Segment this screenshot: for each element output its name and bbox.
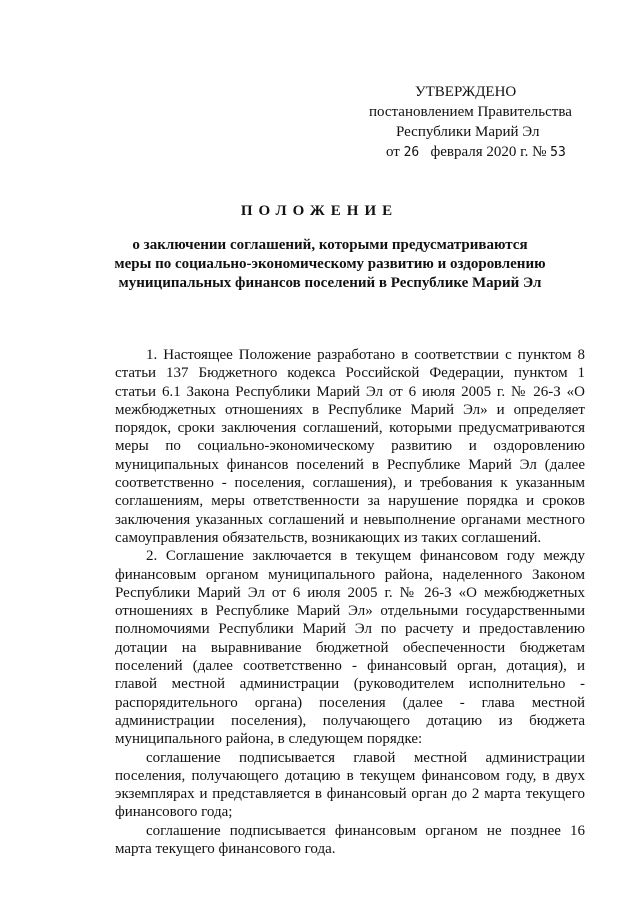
- document-subtitle: [100, 236, 560, 293]
- approval-heading: УТВЕРЖДЕНО: [415, 84, 517, 100]
- paragraph-signing-settlement: соглашение подписывается главой местной администрации поселения, получающего дотацию в текущем финансовом году, в двух экземплярах и представляется в финансовый орган до 2 марта текущего финансового года;: [115, 749, 585, 821]
- subtitle-line: муниципальных финансов поселений в Республике Марий Эл: [118, 275, 542, 291]
- subtitle-line: о заключении соглашений, которыми предусматриваются: [132, 237, 528, 253]
- subtitle-line: меры по социально-экономическому развитию и оздоровлению: [114, 256, 546, 272]
- date-day: 26: [403, 145, 420, 160]
- document-body: [115, 346, 585, 858]
- date-prefix: от: [386, 144, 400, 160]
- date-month-year: февраля 2020 г. №: [430, 144, 547, 160]
- paragraph-signing-finance: соглашение подписывается финансовым органом не позднее 16 марта текущего финансового года.: [115, 822, 585, 858]
- approval-authority: Республики Марий Эл: [396, 124, 540, 140]
- document-title: ПОЛОЖЕНИЕ: [240, 203, 399, 219]
- approval-stamp: [360, 82, 600, 163]
- paragraph-1: 1. Настоящее Положение разработано в соответствии с пунктом 8 статьи 137 Бюджетного кодекса Российской Федерации, пунктом 1 статьи 6.1 Закона Республики Марий Эл от 6 июля 2005 г. № 26-З «О межбюджетных отношениях в Республике Марий Эл» и определяет порядок, сроки заключения соглашений, которыми предусматриваются меры по социально-экономическому развитию и оздоровлению муниципальных финансов поселений в Республике Марий Эл (далее соответственно - поселения, соглашения), и требования к указанным соглашениям, меры ответственности за нарушение порядка и сроков заключения указанных соглашений и невыполнение органами местного самоуправления обязательств, возникающих из таких соглашений.: [115, 347, 585, 546]
- approval-date-line: [360, 142, 600, 163]
- resolution-number: 53: [550, 145, 566, 160]
- approval-resolution: постановлением Правительства: [369, 104, 572, 120]
- paragraph-2: 2. Соглашение заключается в текущем финансовом году между финансовым органом муниципального района, наделенного Законом Республики Марий Эл от 6 июля 2005 г. № 26-З «О межбюджетных отношениях в Республике Марий Эл» отдельными государственными полномочиями Республики Марий Эл по расчету и предоставлению дотации на выравнивание бюджетной обеспеченности бюджетам поселений (далее соответственно - финансовый орган, дотация), и главой местной администрации (руководителем исполнительно - распорядительного органа) поселения (далее - глава местной администрации поселения), получающего дотацию из бюджета муниципального района, в следующем порядке:: [115, 548, 585, 748]
